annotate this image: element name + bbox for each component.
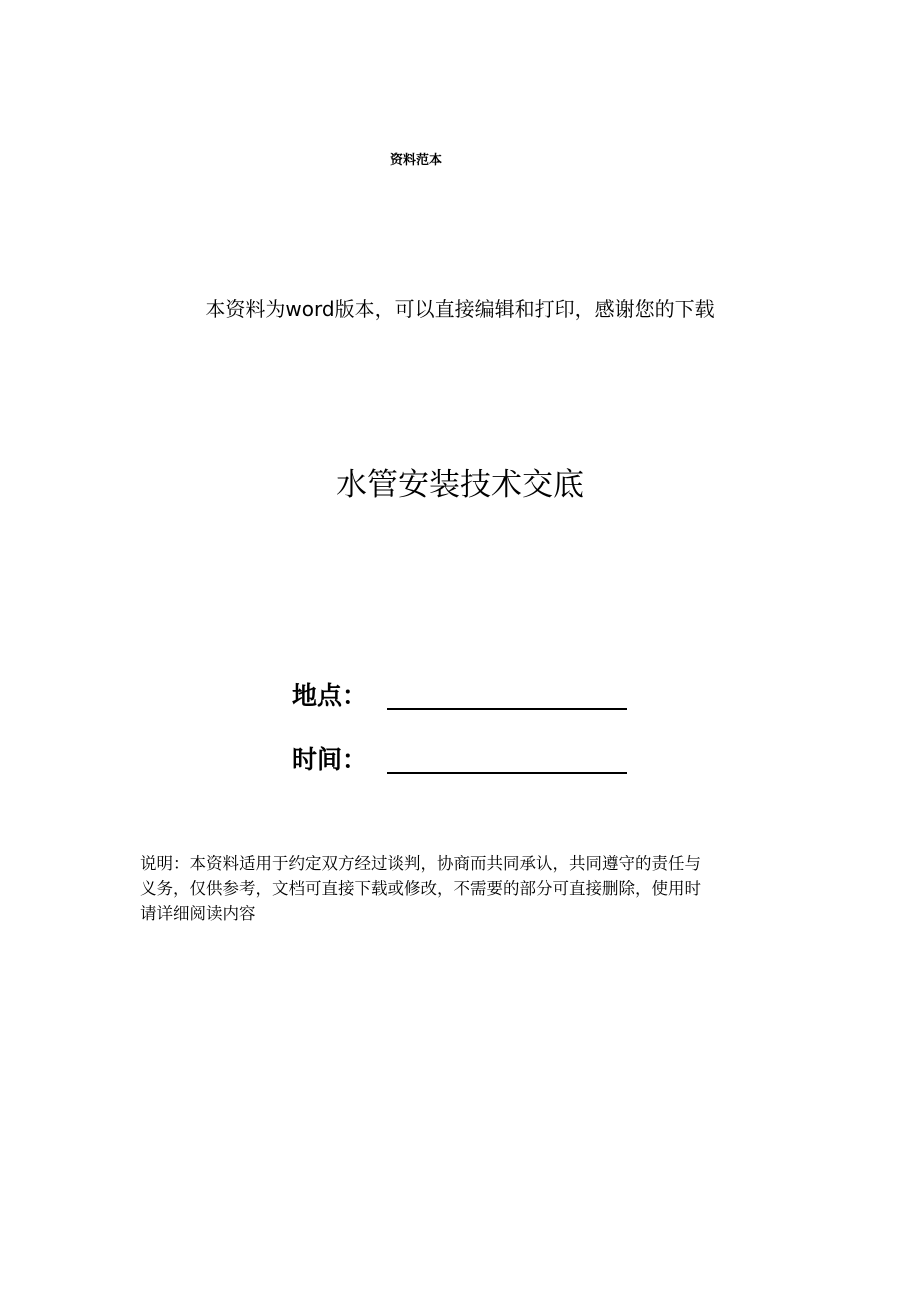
location-label: 地点： [292,681,368,710]
time-label: 时间： [292,745,368,774]
usage-note-line: 说明：本资料适用于约定双方经过谈判，协商而共同承认，共同遵守的责任与 [140,854,701,873]
time-field [292,740,632,780]
time-blank-line [387,772,627,774]
header-label: 资料范本 [390,153,443,168]
usage-note-line: 义务，仅供参考，文档可直接下载或修改，不需要的部分可直接删除，使用时 [140,879,701,898]
document-title: 水管安装技术交底 [336,467,584,503]
location-field [292,676,632,716]
usage-note [140,851,780,926]
download-notice: 本资料为word版本，可以直接编辑和打印，感谢您的下载 [205,297,715,321]
location-blank-line [387,708,627,710]
usage-note-line: 请详细阅读内容 [140,904,256,923]
